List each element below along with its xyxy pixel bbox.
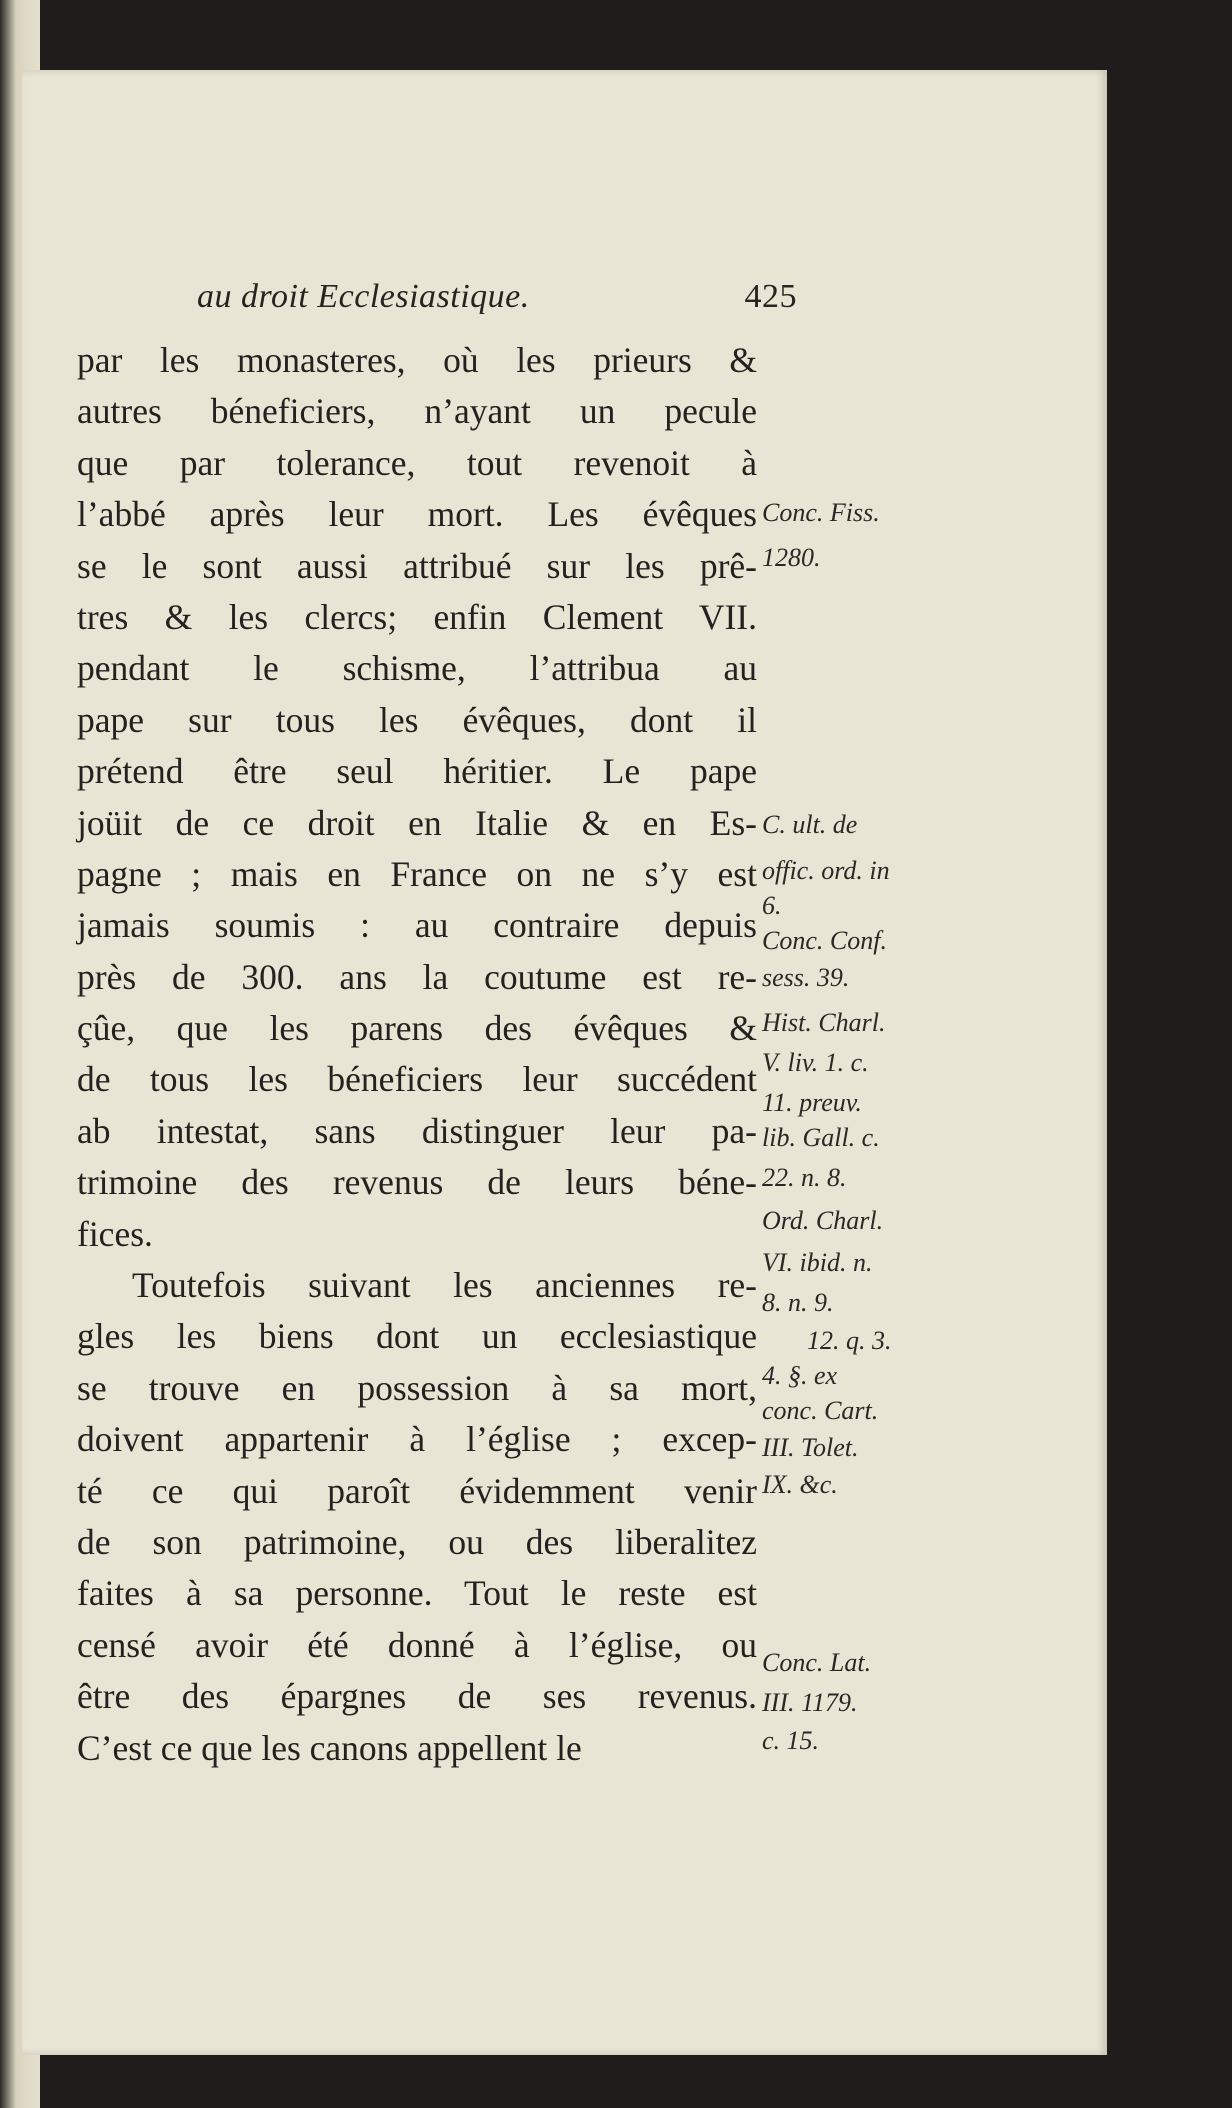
text-line: doivent appartenir à l’église ; excep- [77,1419,757,1460]
text-line: l’abbé après leur mort. Les évêques [77,494,757,535]
text-line: prétend être seul héritier. Le pape [77,751,757,792]
running-head-title: au droit Ecclesiastique. [197,278,530,315]
text-line: que par tolerance, tout revenoit à [77,442,757,483]
page-number: 425 [744,278,797,315]
margin-note: C. ult. de [762,810,858,839]
text-line: té ce qui paroît évidemment venir [77,1470,757,1511]
margin-note: lib. Gall. c. [762,1123,880,1152]
margin-note: conc. Cart. [762,1396,879,1425]
text-line: faites à sa personne. Tout le reste est [77,1573,757,1614]
margin-note: V. liv. 1. c. [762,1048,869,1077]
margin-note: Conc. Lat. [762,1648,872,1677]
text-line: çûe, que les parens des évêques & [77,1008,757,1049]
margin-note: offic. ord. in [762,856,890,885]
text-line: joüit de ce droit en Italie & en Es- [77,802,757,843]
margin-note: c. 15. [762,1726,820,1755]
margin-note: III. 1179. [762,1688,858,1717]
text-line: près de 300. ans la coutume est re- [77,956,757,997]
margin-note: III. Tolet. [762,1433,859,1462]
text-line: se le sont aussi attribué sur les prê- [77,545,757,586]
text-line: fices. [77,1213,153,1254]
book-page [22,70,1107,2055]
text-line: de tous les béneficiers leur succédent [77,1059,757,1100]
margin-note: Conc. Conf. [762,926,887,955]
text-line: Toutefois suivant les anciennes re- [132,1265,757,1306]
text-line: censé avoir été donné à l’église, ou [77,1624,757,1665]
text-line: être des épargnes de ses revenus. [77,1676,757,1717]
text-line: pape sur tous les évêques, dont il [77,699,757,740]
margin-note: 12. q. 3. [807,1326,892,1355]
text-line: jamais soumis : au contraire depuis [77,905,757,946]
text-line: C’est ce que les canons appellent le [77,1727,582,1768]
text-line: tres & les clercs; enfin Clement VII. [77,596,757,637]
text-line: pendant le schisme, l’attribua au [77,648,757,689]
margin-note: Ord. Charl. [762,1206,884,1235]
margin-note: 8. n. 9. [762,1288,834,1317]
margin-note: 6. [762,891,782,920]
text-line: par les monasteres, où les prieurs & [77,340,757,380]
margin-note: 4. §. ex [762,1361,838,1390]
margin-note: 1280. [762,543,821,572]
text-line: de son patrimoine, ou des liberalitez [77,1521,757,1562]
margin-note: IX. &c. [762,1470,838,1499]
text-line: pagne ; mais en France on ne s’y est [77,853,757,894]
margin-note: 22. n. 8. [762,1163,847,1192]
running-head [197,278,797,332]
margin-note: VI. ibid. n. [762,1248,873,1277]
text-line: ab intestat, sans distinguer leur pa- [77,1110,757,1151]
margin-note: 11. preuv. [762,1088,862,1117]
margin-note: sess. 39. [762,963,850,992]
margin-note: Hist. Charl. [762,1008,886,1037]
body-text [77,335,757,1774]
text-line: autres béneficiers, n’ayant un pecule [77,391,757,432]
text-line: trimoine des revenus de leurs béne- [77,1162,757,1203]
text-line: gles les biens dont un ecclesiastique [77,1316,757,1357]
text-line: se trouve en possession à sa mort, [77,1367,757,1408]
margin-note: Conc. Fiss. [762,498,880,527]
